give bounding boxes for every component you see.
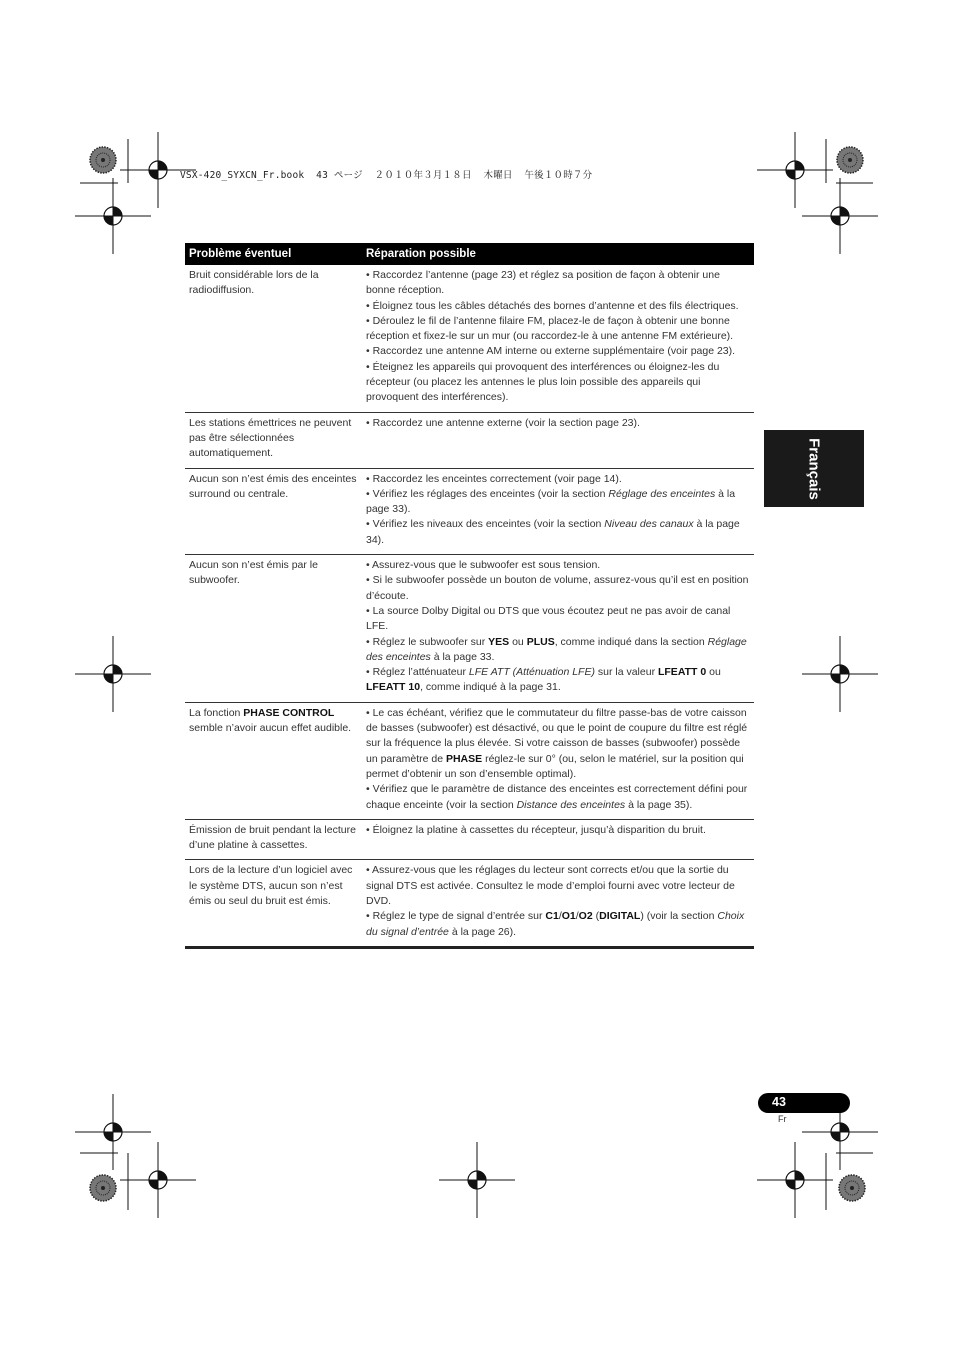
- text-run: • Réglez l’atténuateur: [366, 666, 469, 679]
- solution-bullet: [366, 863, 750, 909]
- text-run: • Éloignez la platine à cassettes du récepteur, jusqu’à disparition du bruit.: [366, 823, 706, 836]
- table-row: [185, 860, 754, 948]
- language-tab: [764, 430, 864, 507]
- solution-bullet: [366, 823, 750, 838]
- table-row: [185, 413, 754, 469]
- text-run: • Vérifiez les niveaux des enceintes (voir la section: [366, 518, 605, 531]
- text-run: O1: [561, 910, 576, 923]
- text-run: à la page 26).: [448, 925, 517, 938]
- solution-cell: [362, 471, 754, 548]
- solution-bullet: [366, 558, 750, 573]
- text-run: à la page 33).: [366, 487, 736, 516]
- text-run: Lors de la lecture d’un logiciel avec le système DTS, aucun son n’est émis ou seul du bruit est émis.: [189, 864, 353, 907]
- table-row: [185, 265, 754, 413]
- table-row: [185, 703, 754, 820]
- troubleshooting-table: [185, 243, 754, 949]
- text-run: • Réglez le type de signal d’entrée sur: [366, 910, 546, 923]
- text-run: • Si le subwoofer possède un bouton de volume, assurez-vous qu’il est en position d’écoute.: [366, 574, 749, 602]
- table-header: [185, 243, 754, 265]
- solution-cell: [362, 415, 754, 462]
- text-run: YES: [488, 635, 510, 648]
- column-header-problem: Problème éventuel: [189, 248, 292, 260]
- text-run: • Raccordez une antenne AM interne ou externe supplémentaire (voir page 23).: [366, 345, 736, 358]
- solution-bullet: [366, 472, 750, 487]
- solution-bullet: [366, 909, 750, 940]
- text-run: LFE ATT (Atténuation LFE): [468, 666, 595, 679]
- text-run: Réglage des enceintes: [366, 635, 747, 663]
- text-run: La fonction: [189, 706, 244, 719]
- text-run: • Raccordez les enceintes correctement (voir page 14).: [366, 472, 622, 485]
- text-run: PHASE: [445, 752, 483, 765]
- solution-bullet: [366, 416, 750, 431]
- text-run: LFEATT 0: [657, 666, 707, 679]
- text-run: Choix du signal d’entrée: [366, 910, 745, 938]
- text-run: , comme indiqué dans la section: [554, 635, 708, 648]
- text-run: Aucun son n’est émis des enceintes surround ou centrale.: [189, 472, 357, 500]
- text-run: Bruit considérable lors de la radiodiffusion.: [189, 269, 319, 297]
- text-run: à la page 35).: [625, 798, 693, 811]
- problem-cell: [185, 415, 362, 462]
- solution-bullet: [366, 299, 750, 314]
- problem-cell: [185, 471, 362, 548]
- text-run: • La source Dolby Digital ou DTS que vous écoutez peut ne pas avoir de canal LFE.: [366, 604, 731, 633]
- solution-bullet: [366, 360, 750, 406]
- text-run: Réglage des enceintes: [608, 487, 716, 500]
- page-number-badge: [758, 1093, 850, 1113]
- solution-cell: [362, 267, 754, 406]
- text-run: • Le cas échéant, vérifiez que le commutateur du filtre passe-bas de votre caisson de basses (subwoofer) est désactivé, ou que le point de coupure du filtre est réglé sur la fréquence la plus élevée. Si votre caisson de basses (subwoofer) possède un paramètre de: [366, 706, 748, 765]
- page-number: 43: [772, 1095, 786, 1109]
- language-tab-label: Français: [805, 437, 823, 500]
- solution-cell: [362, 705, 754, 813]
- solution-cell: [362, 557, 754, 696]
- text-run: • Vérifiez les réglages des enceintes (voir la section: [366, 487, 609, 500]
- text-run: • Éteignez les appareils qui provoquent des interférences ou éloignez-les du récepteur (ou placez les antennes le plus loin possible des appareils qui provoquent des interférences).: [366, 360, 720, 404]
- text-run: semble n’avoir aucun effet audible.: [189, 722, 352, 735]
- solution-bullet: [366, 487, 750, 518]
- table-body: [185, 265, 754, 949]
- text-run: Émission de bruit pendant la lecture d’une platine à cassettes.: [189, 823, 356, 852]
- solution-cell: [362, 862, 754, 939]
- text-run: réglez-le sur 0° (ou, selon le matériel, sur la position qui permet d’obtenir un son d’ensemble optimal).: [366, 752, 744, 780]
- table-row: [185, 555, 754, 703]
- column-header-solution: Réparation possible: [366, 248, 476, 260]
- text-run: ou: [509, 635, 527, 648]
- solution-cell: [362, 822, 754, 854]
- problem-cell: [185, 557, 362, 696]
- language-code: Fr: [778, 1114, 787, 1124]
- text-run: • Réglez le subwoofer sur: [366, 635, 489, 648]
- problem-cell: [185, 267, 362, 406]
- text-run: • Raccordez une antenne externe (voir la section page 23).: [366, 416, 640, 429]
- text-run: Niveau des canaux: [604, 518, 694, 531]
- text-run: • Assurez-vous que le subwoofer est sous tension.: [366, 559, 601, 572]
- text-run: PLUS: [526, 635, 555, 648]
- problem-cell: [185, 705, 362, 813]
- text-run: • Éloignez tous les câbles détachés des bornes d’antenne et des fils électriques.: [366, 299, 739, 312]
- text-run: (: [592, 910, 600, 923]
- text-run: • Raccordez l’antenne (page 23) et réglez sa position de façon à obtenir une bonne réception.: [366, 269, 720, 297]
- text-run: Les stations émettrices ne peuvent pas être sélectionnées automatiquement.: [189, 416, 352, 460]
- solution-bullet: [366, 314, 750, 345]
- solution-bullet: [366, 573, 750, 604]
- text-run: PHASE CONTROL: [243, 706, 335, 719]
- text-run: sur la valeur: [594, 666, 658, 679]
- text-run: à la page 33.: [430, 650, 495, 663]
- text-run: Aucun son n’est émis par le subwoofer.: [189, 559, 318, 587]
- print-header: VSX-420_SYXCN_Fr.book 43 ページ ２０１０年３月１８日 木曜日 午後１０時７分: [180, 170, 593, 181]
- table-row: [185, 820, 754, 861]
- text-run: • Vérifiez que le paramètre de distance des enceintes est correctement défini pour chaque enceinte (voir la section: [366, 783, 748, 811]
- text-run: Distance des enceintes: [516, 798, 626, 811]
- text-run: • Déroulez le fil de l’antenne filaire FM, placez-le de façon à obtenir une bonne réception et fixez-le sur un mur (ou raccordez-le à une antenne FM extérieure).: [366, 314, 734, 343]
- text-run: /: [575, 910, 579, 923]
- text-run: ou: [706, 666, 721, 679]
- problem-cell: [185, 862, 362, 939]
- problem-cell: [185, 822, 362, 854]
- text-run: C1: [545, 910, 559, 923]
- text-run: à la page 34).: [366, 518, 740, 546]
- text-run: /: [558, 910, 562, 923]
- solution-bullet: [366, 604, 750, 635]
- table-row: [185, 469, 754, 555]
- text-run: DIGITAL: [599, 910, 641, 923]
- text-run: ) (voir la section: [640, 910, 718, 923]
- text-run: , comme indiqué à la page 31.: [420, 681, 561, 694]
- solution-bullet: [366, 635, 750, 666]
- solution-bullet: [366, 706, 750, 782]
- text-run: • Assurez-vous que les réglages du lecteur sont corrects et/ou que la sortie du signal DTS est activée. Consultez le mode d’emploi fourni avec votre lecteur de DVD.: [366, 864, 735, 907]
- solution-bullet: [366, 665, 750, 696]
- text-run: LFEATT 10: [366, 681, 421, 694]
- solution-bullet: [366, 782, 750, 813]
- solution-bullet: [366, 517, 750, 548]
- solution-bullet: [366, 268, 750, 299]
- text-run: O2: [578, 910, 593, 923]
- solution-bullet: [366, 344, 750, 359]
